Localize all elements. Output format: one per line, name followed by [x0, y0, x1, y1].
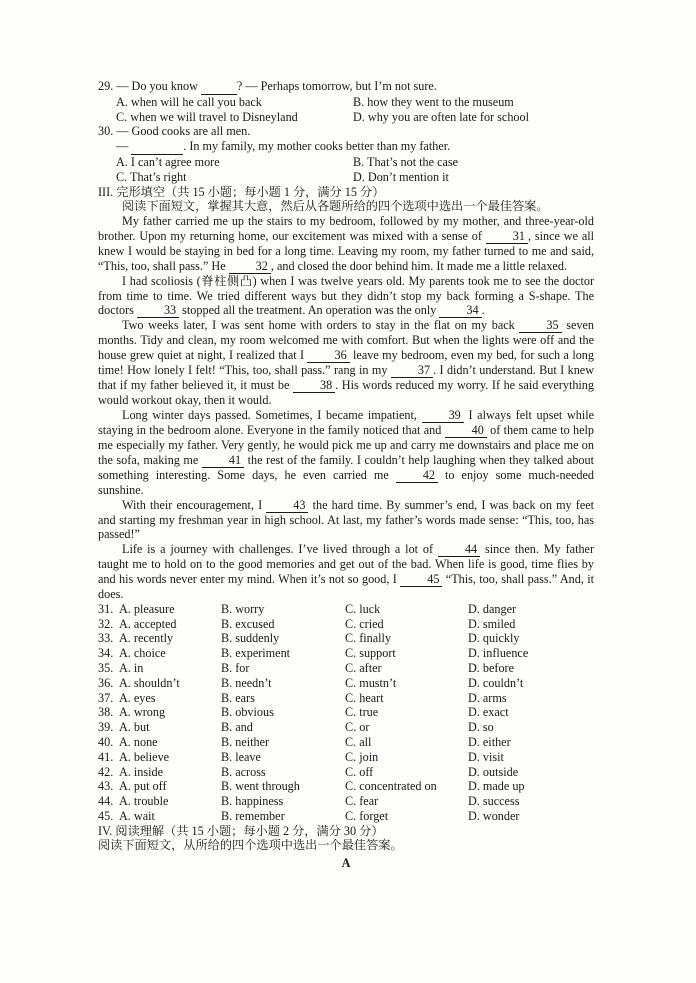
option-a: A. wait: [119, 808, 155, 823]
cloze-option-row: [98, 794, 594, 809]
cloze-option-row: [98, 617, 594, 632]
option-d: D. success: [468, 794, 520, 809]
text: stopped all the treatment. An operation was the only: [182, 303, 437, 318]
question-30-response: [98, 139, 594, 155]
option-b: B. ears: [221, 690, 255, 705]
option-d: D. couldn’t: [468, 675, 524, 690]
option-c: C. all: [345, 734, 372, 749]
option-c: C. That’s right: [116, 169, 187, 184]
question-29-options: [98, 95, 594, 125]
option-b: B. experiment: [221, 646, 291, 661]
section-4-instruction: 阅读下面短文，从所给的四个选项中选出一个最佳答案。: [98, 838, 403, 853]
option-number: 33.: [98, 631, 114, 646]
option-d: D. visit: [468, 749, 504, 764]
option-d: D. smiled: [468, 616, 516, 631]
passage-paragraph-4: [98, 408, 594, 498]
option-a: A. recently: [119, 631, 174, 646]
option-number: 43.: [98, 779, 114, 794]
option-b: B. worry: [221, 601, 265, 616]
option-c: C. finally: [345, 631, 392, 646]
option-a: A. believe: [119, 749, 170, 764]
text: the hard time. By summer’s end, I was back on my feet and starting my freshman year in high school. At last, my father’s words made sense: “This, too, has passed!”: [98, 497, 595, 542]
cloze-option-row: [98, 646, 594, 661]
answer-blank: [201, 79, 237, 95]
option-a: A. put off: [119, 779, 167, 794]
option-c: C. heart: [345, 690, 384, 705]
text: Two weeks later, I was sent home with orders to stay in the flat on my back: [122, 318, 515, 333]
option-b: B. obvious: [221, 705, 274, 720]
option-number: 39.: [98, 720, 114, 735]
blank-37: 37: [391, 364, 433, 378]
text: With their encouragement, I: [122, 497, 263, 512]
text: . His words reduced my worry. If he said everything would workout okay, then it would.: [98, 378, 594, 408]
blank-33: 33: [137, 304, 179, 318]
cloze-option-row: [98, 765, 594, 780]
text: , since we all knew I would be staying in bed for a long time. Leaving my room, my father turned to me and said, “This, too, shall pass.” He: [98, 228, 595, 273]
option-number: 40.: [98, 734, 114, 749]
option-number: 35.: [98, 660, 114, 675]
section-4-title: IV. 阅读理解（共 15 小题；每小题 2 分，满分 30 分）: [98, 823, 384, 838]
option-number: 37.: [98, 690, 114, 705]
text: I had scoliosis (脊柱侧凸) when I was twelve years old. My parents took me to see the doctor from time to time. We tried different ways but they didn’t stop my back forming a S-shape. The doctors: [98, 273, 594, 318]
text: since then. My father taught me to hold on to the good memories and get out of the bad. When life is good, time flies by and his words never enter my mind. When it’s not so good, I: [98, 542, 595, 586]
cloze-option-row: [98, 750, 594, 765]
passage-paragraph-6: [98, 542, 594, 602]
question-30-stem: 30. — Good cooks are all men.: [98, 124, 251, 139]
option-a: A. eyes: [119, 690, 156, 705]
cloze-option-row: [98, 735, 594, 750]
cloze-option-row: [98, 809, 594, 824]
option-c: C. or: [345, 720, 370, 735]
option-b: B. remember: [221, 808, 285, 823]
option-a: A. pleasure: [119, 601, 175, 616]
option-d: D. arms: [468, 690, 507, 705]
option-d: D. exact: [468, 705, 509, 720]
cloze-option-row: [98, 661, 594, 676]
blank-38: 38: [293, 379, 335, 393]
section-3-instruction: 阅读下面短文，掌握其大意，然后从各题所给的四个选项中选出一个最佳答案。: [122, 199, 549, 214]
passage-paragraph-2: [98, 274, 594, 319]
blank-34: 34: [439, 304, 481, 318]
option-b: B. and: [221, 720, 253, 735]
option-number: 36.: [98, 675, 114, 690]
option-c: C. forget: [345, 808, 389, 823]
blank-31: 31: [486, 230, 528, 244]
option-number: 32.: [98, 616, 114, 631]
option-number: 38.: [98, 705, 114, 720]
option-c: C. after: [345, 660, 382, 675]
passage-paragraph-5: [98, 498, 594, 543]
blank-43: 43: [266, 499, 308, 513]
option-a: A. but: [119, 720, 150, 735]
blank-40: 40: [445, 424, 487, 438]
option-b: B. suddenly: [221, 631, 280, 646]
option-a: A. wrong: [119, 705, 166, 720]
option-c: C. when we will travel to Disneyland: [116, 109, 298, 124]
option-d: D. so: [468, 720, 494, 735]
option-c: C. true: [345, 705, 379, 720]
text: the rest of the family. I couldn’t help laughing when they talked about something interesting. Some days, he even carried me: [98, 452, 595, 482]
option-d: D. danger: [468, 601, 517, 616]
option-c: C. mustn’t: [345, 675, 397, 690]
option-b: B. across: [221, 764, 266, 779]
option-a: A. accepted: [119, 616, 177, 631]
question-29-text: 29. — Do you know: [98, 79, 198, 93]
question-30-text: . In my family, my mother cooks better than my father.: [183, 139, 451, 154]
option-a: A. inside: [119, 764, 164, 779]
answer-blank: [131, 139, 183, 155]
text: My father carried me up the stairs to my bedroom, followed by my mother, and three-year-old brother. Upon my returning home, our excitement was mixed with a sense of: [98, 214, 594, 243]
question-29-stem: [98, 79, 594, 95]
cloze-option-row: [98, 676, 594, 691]
option-c: C. fear: [345, 794, 379, 809]
passage-paragraph-1: [98, 214, 594, 274]
option-number: 31.: [98, 601, 114, 616]
option-c: C. off: [345, 764, 374, 779]
text: , and closed the door behind him. It made me a little relaxed.: [270, 258, 567, 273]
option-a: A. choice: [119, 646, 166, 661]
question-29-text-2: ? — Perhaps tomorrow, but I’m not sure.: [236, 79, 437, 93]
option-c: C. join: [345, 749, 379, 764]
option-b: B. That’s not the case: [353, 154, 459, 169]
option-a: A. trouble: [119, 794, 169, 809]
option-d: D. influence: [468, 646, 529, 661]
dash: —: [116, 139, 129, 154]
option-d: D. either: [468, 734, 511, 749]
option-b: B. excused: [221, 616, 275, 631]
blank-32: 32: [229, 260, 271, 274]
option-b: B. leave: [221, 749, 261, 764]
option-d: D. outside: [468, 764, 519, 779]
option-b: B. for: [221, 660, 250, 675]
text: Long winter days passed. Sometimes, I became impatient,: [122, 407, 417, 422]
blank-45: 45: [400, 573, 442, 587]
option-d: D. wonder: [468, 808, 520, 823]
blank-36: 36: [307, 349, 349, 363]
cloze-option-row: [98, 720, 594, 735]
blank-35: 35: [519, 319, 561, 333]
option-a: A. none: [119, 734, 158, 749]
exam-content: [98, 79, 594, 871]
text: “This, too, shall pass.” And, it does.: [98, 571, 595, 601]
text: Life is a journey with challenges. I’ve lived through a lot of: [122, 542, 434, 557]
option-b: B. needn’t: [221, 675, 272, 690]
option-d: D. before: [468, 660, 515, 675]
passage-part-label: A: [341, 856, 351, 871]
option-a: A. when will he call you back: [116, 94, 262, 109]
option-c: C. support: [345, 646, 396, 661]
option-number: 41.: [98, 749, 114, 764]
option-c: C. concentrated on: [345, 779, 437, 794]
option-a: A. shouldn’t: [119, 675, 180, 690]
option-d: D. Don’t mention it: [353, 169, 449, 184]
option-c: C. luck: [345, 601, 381, 616]
option-a: A. I can’t agree more: [116, 154, 220, 169]
text: . I didn’t understand. But I knew that if my father believed it, it must be: [98, 363, 595, 393]
option-d: D. why you are often late for school: [353, 109, 529, 124]
option-a: A. in: [119, 660, 144, 675]
option-c: C. cried: [345, 616, 384, 631]
cloze-option-row: [98, 779, 594, 794]
section-3-title: III. 完形填空（共 15 小题；每小题 1 分，满分 15 分）: [98, 184, 385, 199]
option-number: 45.: [98, 808, 114, 823]
option-number: 44.: [98, 794, 114, 809]
blank-39: 39: [422, 409, 464, 423]
blank-41: 41: [202, 454, 244, 468]
text: to enjoy some much-needed sunshine.: [98, 467, 595, 497]
blank-42: 42: [396, 469, 438, 483]
cloze-options-list: [98, 602, 594, 824]
option-b: B. went through: [221, 779, 300, 794]
option-b: B. happiness: [221, 794, 284, 809]
text: .: [481, 303, 485, 318]
text: seven months. Tidy and clean, my room welcomed me with comfort. But when the lights were off and the house grew quiet at night, I realized that I: [98, 318, 595, 363]
text: I always felt upset while staying in the bedroom alone. Everyone in the family noticed that and: [98, 407, 595, 437]
question-30-options: [98, 155, 594, 185]
option-d: D. quickly: [468, 631, 520, 646]
option-number: 42.: [98, 764, 114, 779]
cloze-option-row: [98, 691, 594, 706]
cloze-option-row: [98, 631, 594, 646]
text: leave my bedroom, even my bed, for such a long time! How lonely I felt! “This, too, shall pass.” rang in my: [98, 348, 594, 378]
cloze-option-row: [98, 602, 594, 617]
option-number: 34.: [98, 646, 114, 661]
cloze-option-row: [98, 705, 594, 720]
option-d: D. made up: [468, 779, 525, 794]
blank-44: 44: [438, 543, 480, 557]
text: of them came to help me especially my father. Very gently, he would pick me up and carry me downstairs and place me on the sofa, making me: [98, 422, 595, 467]
option-b: B. neither: [221, 734, 270, 749]
option-b: B. how they went to the museum: [353, 94, 514, 109]
passage-paragraph-3: [98, 318, 594, 408]
